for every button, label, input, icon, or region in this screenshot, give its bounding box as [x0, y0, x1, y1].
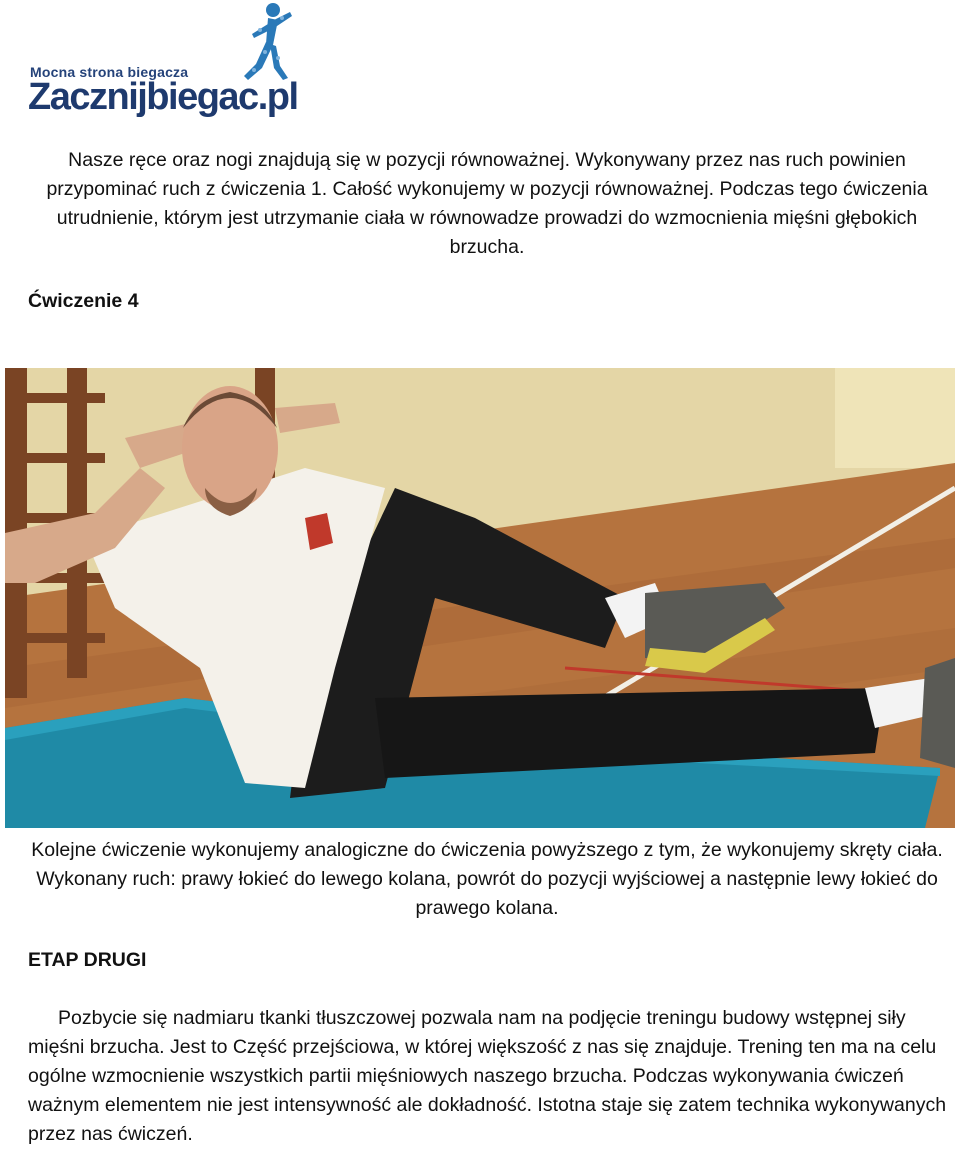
- site-logo[interactable]: [28, 0, 298, 125]
- stage-paragraph: Pozbycie się nadmiaru tkanki tłuszczowej pozwala nam na podjęcie treningu budowy wstępnej siły mięśni brzucha. Jest to Część przejściowa, w której większość z nas się znajduje. Trening ten ma na celu ogólne wzmocnienie wszystkich partii mięśniowych naszego brzucha. Podczas wykonywania ćwiczeń ważnym elementem nie jest intensywność ale dokładność. Istotna staje się zatem technika wykonywanych przez nas ćwiczeń.: [28, 1007, 947, 1145]
- exercise-heading: Ćwiczenie 4: [28, 290, 139, 312]
- exercise-photo-illustration: [5, 368, 955, 828]
- logo-name: Zacznijbiegac.pl: [28, 76, 298, 118]
- stage-heading: ETAP DRUGI: [28, 949, 147, 971]
- logo-tagline: Mocna strona biegacza: [30, 64, 189, 80]
- exercise-photo: [5, 368, 955, 828]
- exercise-description: Kolejne ćwiczenie wykonujemy analogiczne do ćwiczenia powyższego z tym, że wykonujemy skręty ciała. Wykonany ruch: prawy łokieć do lewego kolana, powrót do pozycji wyjściowej a następnie lewy łokieć do prawego kolana.: [31, 839, 943, 919]
- intro-paragraph: Nasze ręce oraz nogi znajdują się w pozycji równoważnej. Wykonywany przez nas ruch powinien przypominać ruch z ćwiczenia 1. Całość wykonujemy w pozycji równoważnej. Podczas tego ćwiczenia utrudnienie, którym jest utrzymanie ciała w równowadze prowadzi do wzmocnienia mięśni głębokich brzucha.: [46, 149, 928, 258]
